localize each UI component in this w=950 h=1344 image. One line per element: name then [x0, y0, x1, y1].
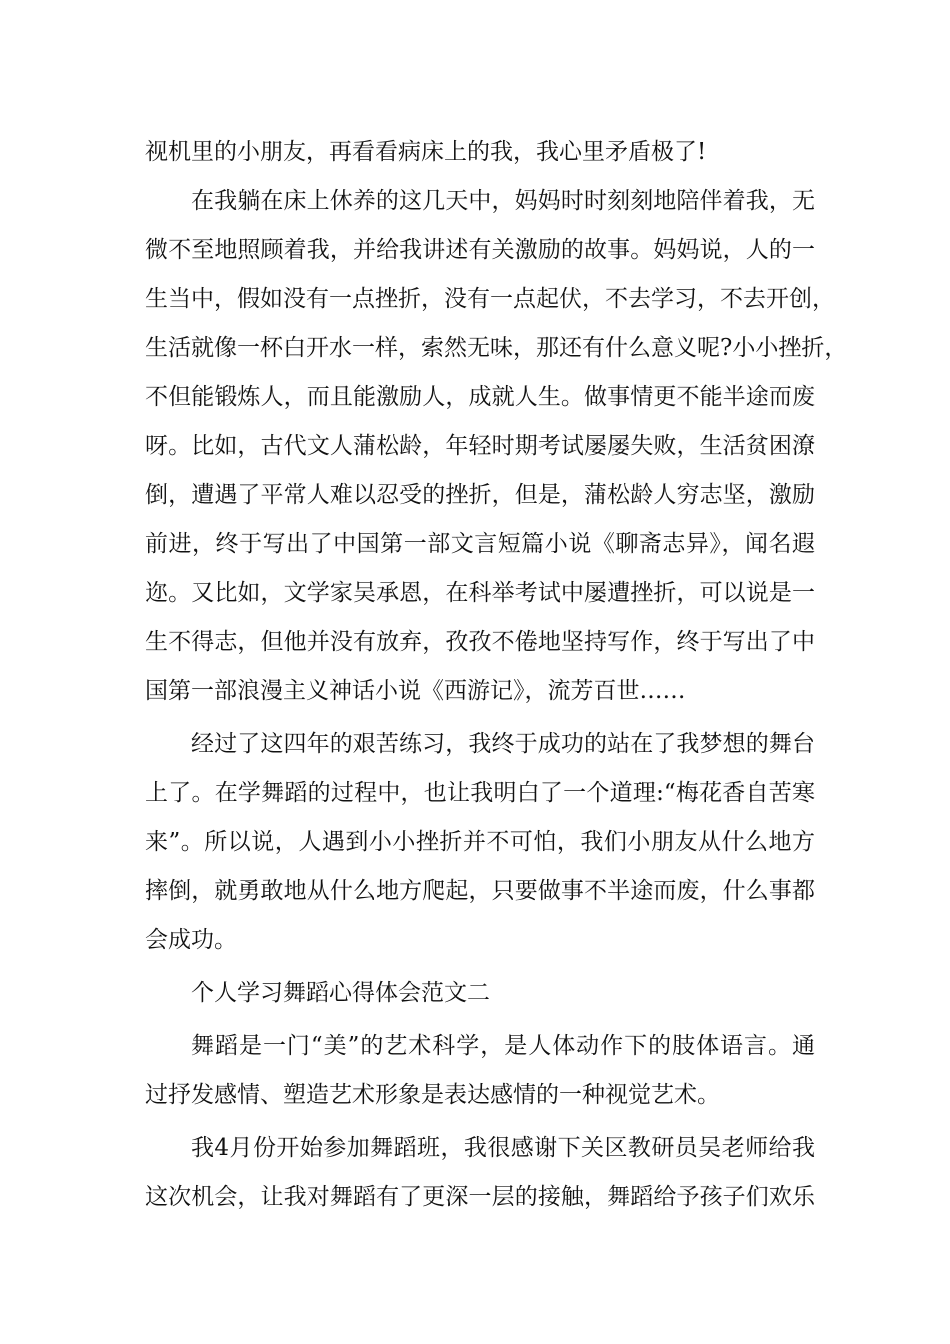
text-line-16: 摔倒，就勇敢地从什么地方爬起，只要做事不半途而废，什么事都 — [145, 878, 815, 904]
text-line-3: 微不至地照顾着我，并给我讲述有关激励的故事。妈妈说，人的一 — [145, 237, 815, 263]
text-line-9: 前进，终于写出了中国第一部文言短篇小说《聊斋志异》，闻名遐 — [145, 531, 815, 557]
text-line-17: 会成功。 — [145, 927, 237, 953]
text-line-21: 我4月份开始参加舞蹈班，我很感谢下关区教研员吴老师给我 — [191, 1135, 815, 1161]
text-line-5: 生活就像一杯白开水一样，索然无味，那还有什么意义呢?小小挫折， — [145, 335, 848, 361]
text-line-1: 视机里的小朋友，再看看病床上的我，我心里矛盾极了! — [145, 139, 707, 165]
text-line-14: 上了。在学舞蹈的过程中，也让我明白了一个道理:“梅花香自苦寒 — [145, 780, 815, 806]
text-line-20: 过抒发感情、塑造艺术形象是表达感情的一种视觉艺术。 — [145, 1082, 720, 1108]
text-line-22: 这次机会，让我对舞蹈有了更深一层的接触，舞蹈给予孩子们欢乐 — [145, 1184, 815, 1210]
text-line-8: 倒，遭遇了平常人难以忍受的挫折，但是，蒲松龄人穷志坚，激励 — [145, 482, 815, 508]
text-line-6: 不但能锻炼人，而且能激励人，成就人生。做事情更不能半途而废 — [145, 384, 815, 410]
text-line-11: 生不得志，但他并没有放弃，孜孜不倦地坚持写作，终于写出了中 — [145, 629, 815, 655]
section-heading: 个人学习舞蹈心得体会范文二 — [191, 980, 490, 1006]
text-line-7: 呀。比如，古代文人蒲松龄，年轻时期考试屡屡失败，生活贫困潦 — [145, 433, 815, 459]
text-line-19: 舞蹈是一门“美”的艺术科学，是人体动作下的肢体语言。通 — [191, 1033, 815, 1059]
text-line-4: 生当中，假如没有一点挫折，没有一点起伏，不去学习，不去开创， — [145, 286, 835, 312]
text-line-15: 来”。所以说，人遇到小小挫折并不可怕，我们小朋友从什么地方 — [145, 829, 815, 855]
text-line-10: 迩。又比如，文学家吴承恩，在科举考试中屡遭挫折，可以说是一 — [145, 580, 815, 606]
text-line-13: 经过了这四年的艰苦练习，我终于成功的站在了我梦想的舞台 — [191, 731, 815, 757]
text-line-12: 国第一部浪漫主义神话小说《西游记》，流芳百世…… — [145, 678, 686, 704]
text-line-2: 在我躺在床上休养的这几天中，妈妈时时刻刻地陪伴着我，无 — [191, 188, 815, 214]
